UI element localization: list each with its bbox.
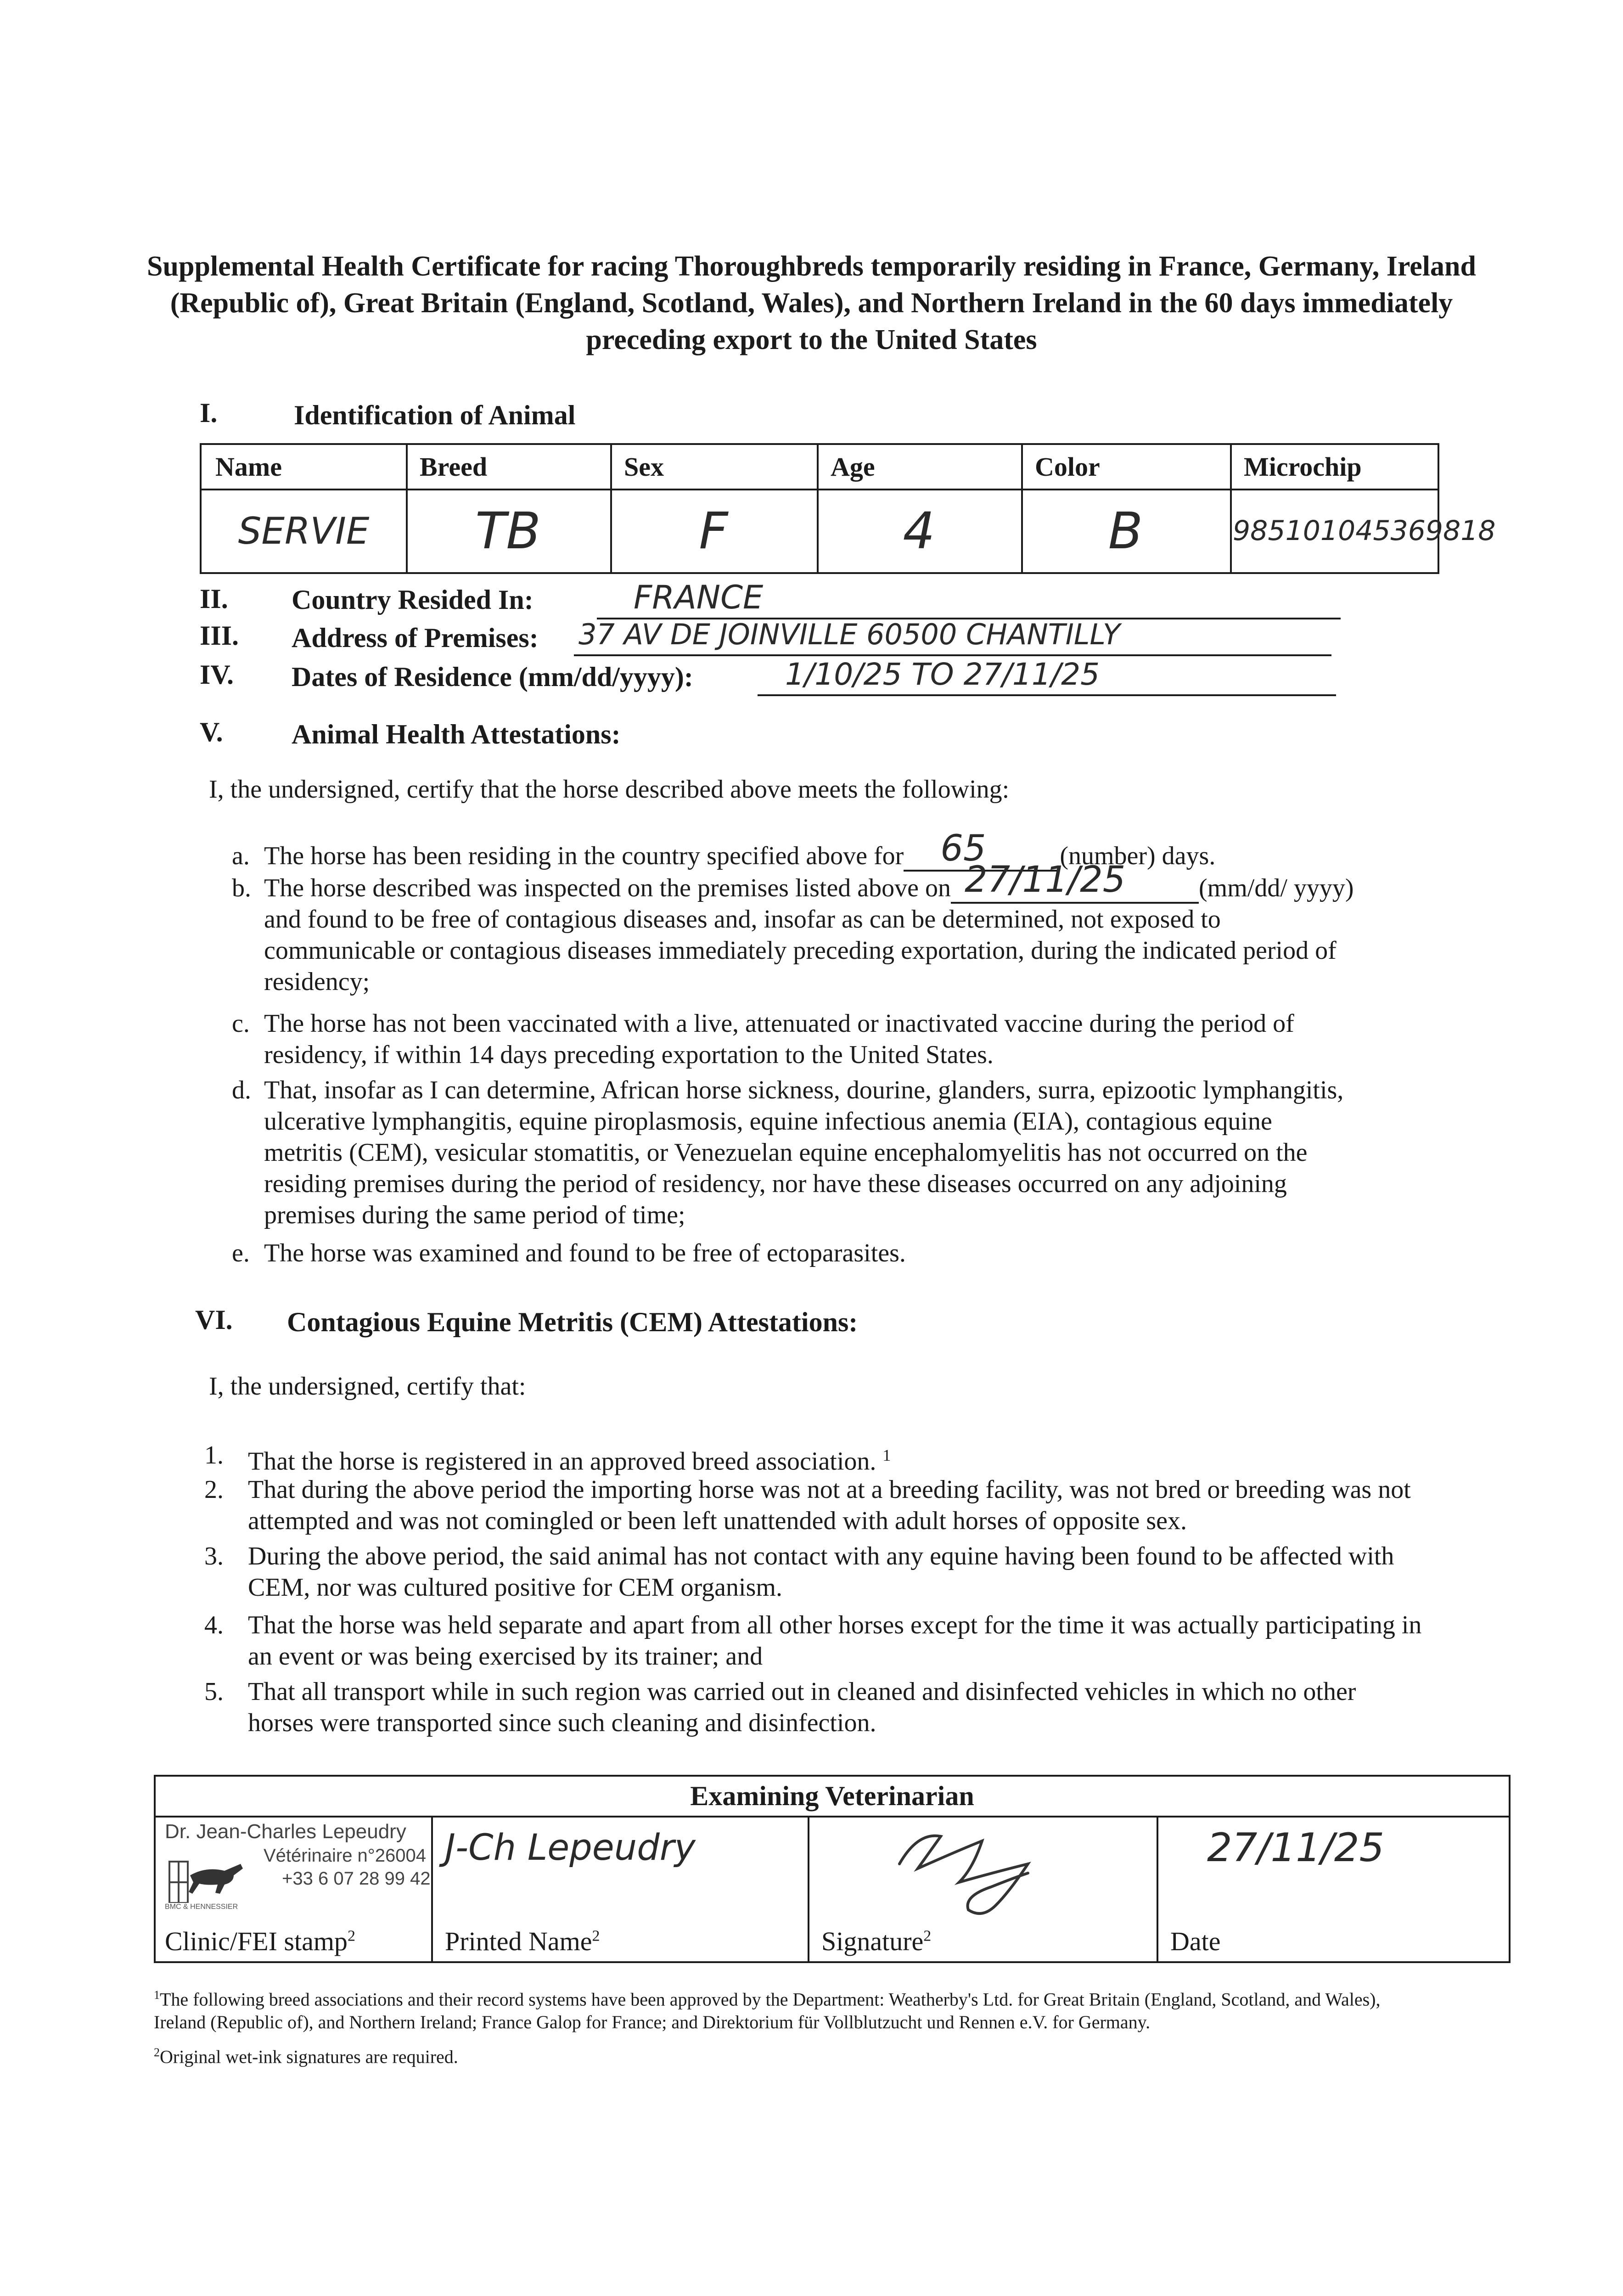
country-label: Country Resided In: (292, 585, 534, 615)
attestation-b-line-3: communicable or contagious diseases immediately preceding exportation, during the indicated period of (264, 936, 1337, 965)
attestation-e-label: e. (232, 1239, 250, 1267)
section-1-title: Identification of Animal (294, 400, 576, 430)
value-color: B (1108, 501, 1143, 560)
date-label-text: Date (1170, 1926, 1221, 1956)
attestation-d-line-4: residing premises during the period of residency, nor have these diseases occurred on any adjoining (264, 1170, 1287, 1198)
country-value: FRANCE (634, 579, 764, 616)
cem-item-5 (204, 1676, 1536, 1740)
country-line (597, 581, 1341, 619)
header-breed: Breed (420, 452, 488, 482)
address-line (574, 618, 1331, 656)
cem-item-1 (204, 1440, 1536, 1476)
printed-name-label-text: Printed Name (445, 1926, 592, 1956)
footnote-2 (154, 2041, 1527, 2068)
signature-label-text: Signature (821, 1926, 924, 1956)
section-6-intro: I, the undersigned, certify that: (209, 1372, 526, 1401)
document-title: Supplemental Health Certificate for racing Thoroughbreds temporarily residing in France, Germany, Ireland (Republic of), Great Britain (England, Scotland, Wales), and Northern Ireland in the 60 days immediately preceding export to the United States (147, 251, 1476, 355)
value-microchip: 985101045369818 (1233, 515, 1496, 547)
attestation-b-value: 27/11/25 (965, 859, 1126, 900)
examining-veterinarian-table (154, 1775, 1511, 1963)
signature-label (821, 1926, 931, 1957)
stamp-horse-logo-icon (165, 1848, 220, 1903)
section-5-intro: I, the undersigned, certify that the horse described above meets the following: (209, 775, 1010, 804)
attestation-b-suffix: (mm/dd/ yyyy) (1199, 874, 1354, 902)
header-name: Name (215, 452, 282, 482)
value-sex: F (699, 501, 728, 560)
cem-item-5-line-1: That all transport while in such region was carried out in cleaned and disinfected vehicles in which no other (248, 1677, 1356, 1706)
attestation-d-label: d. (232, 1076, 251, 1104)
section-5-title: Animal Health Attestations: (292, 719, 621, 749)
stamp-registration: Vétérinaire n°26004 (264, 1846, 427, 1866)
attestation-c-line-2: residency, if within 14 days preceding exportation to the United States. (264, 1041, 994, 1069)
clinic-stamp (165, 1820, 440, 1921)
cem-item-5-line-2: horses were transported since such cleaning and disinfection. (248, 1709, 876, 1737)
identification-table (200, 443, 1496, 574)
stamp-vet-name: Dr. Jean-Charles Lepeudry (165, 1820, 406, 1843)
attestation-b (232, 859, 1499, 1006)
attestation-b-line-4: residency; (264, 968, 370, 996)
cem-item-4 (204, 1609, 1536, 1674)
cem-item-3-line-1: During the above period, the said animal has not contact with any equine having been found to be affected with (248, 1542, 1394, 1570)
signature-mark-icon (890, 1823, 1065, 1924)
printed-name-value: J-Ch Lepeudry (445, 1827, 696, 1868)
cem-item-3-label: 3. (204, 1542, 224, 1570)
attestation-d-line-5: premises during the same period of time; (264, 1201, 685, 1229)
footnote-2-line-1: Original wet-ink signatures are required. (160, 2046, 458, 2067)
attestation-e-line-1: The horse was examined and found to be free of ectoparasites. (264, 1239, 906, 1267)
value-age: 4 (903, 501, 935, 560)
dates-value: 1/10/25 TO 27/11/25 (785, 657, 1100, 692)
dates-label: Dates of Residence (mm/dd/yyyy): (292, 662, 693, 692)
attestation-c-line-1: The horse has not been vaccinated with a live, attenuated or inactivated vaccine during the period of (264, 1009, 1294, 1038)
section-5-number: V. (200, 717, 223, 747)
section-3-number: III. (200, 620, 239, 651)
date-value: 27/11/25 (1207, 1825, 1385, 1871)
attestation-e (232, 1238, 1499, 1270)
date-label (1170, 1926, 1221, 1957)
veterinarian-table-title: Examining Veterinarian (690, 1781, 974, 1811)
clinic-stamp-label (165, 1926, 355, 1957)
cem-item-1-footnote-ref: 1 (882, 1446, 891, 1464)
signature-label-sup: 2 (923, 1927, 932, 1945)
section-1-number: I. (200, 398, 218, 428)
section-6-number: VI. (195, 1305, 233, 1335)
attestation-c (232, 1008, 1499, 1072)
cem-item-2-label: 2. (204, 1475, 224, 1504)
cem-item-2 (204, 1474, 1536, 1538)
cem-item-2-line-2: attempted and was not comingled or been left unattended with adult horses of opposite sex. (248, 1507, 1187, 1535)
footnote-1-marker: 1 (154, 1988, 160, 2002)
section-4-number: IV. (200, 659, 234, 690)
clinic-stamp-label-sup: 2 (347, 1927, 355, 1945)
cem-item-3 (204, 1541, 1536, 1605)
section-6-title: Contagious Equine Metritis (CEM) Attestations: (287, 1307, 858, 1337)
printed-name-label (445, 1926, 600, 1957)
attestation-c-label: c. (232, 1009, 250, 1038)
address-label: Address of Premises: (292, 623, 539, 653)
attestation-b-label: b. (232, 874, 251, 902)
attestation-b-line-2: and found to be free of contagious diseases and, insofar as can be determined, not exposed to (264, 905, 1221, 934)
stamp-clinic-name: BMC & HENNESSIER (165, 1903, 238, 1911)
attestation-a-value: 65 (940, 828, 986, 869)
footnote-1-line-1: The following breed associations and their record systems have been approved by the Department: Weatherby's Ltd. for Great Britain (England, Scotland, and Wales), (160, 1989, 1381, 2010)
cem-item-1-label: 1. (204, 1441, 224, 1469)
printed-name-label-sup: 2 (592, 1927, 600, 1945)
attestation-a (232, 828, 1481, 872)
attestation-a-label: a. (232, 842, 250, 870)
attestation-a-suffix: (number) days. (1060, 842, 1216, 870)
attestation-d-line-2: ulcerative lymphangitis, equine piroplasmosis, equine infectious anemia (EIA), contagious equine (264, 1107, 1272, 1136)
clinic-stamp-label-text: Clinic/FEI stamp (165, 1926, 348, 1956)
dates-line (758, 657, 1336, 696)
attestation-d-line-3: metritis (CEM), vesicular stomatitis, or Venezuelan equine encephalomyelitis has not occurred on the (264, 1138, 1308, 1167)
footnote-1 (154, 1984, 1527, 2034)
cem-item-4-line-2: an event or was being exercised by its trainer; and (248, 1642, 763, 1671)
value-name: SERVIE (238, 510, 370, 552)
cem-item-1-line-1: That the horse is registered in an approved breed association. (248, 1447, 876, 1476)
header-color: Color (1035, 452, 1100, 482)
cem-item-5-label: 5. (204, 1677, 224, 1706)
value-breed: TB (475, 501, 541, 560)
address-value: 37 AV DE JOINVILLE 60500 CHANTILLY (578, 618, 1120, 651)
cem-item-4-line-1: That the horse was held separate and apart from all other horses except for the time it was actually participating in (248, 1611, 1422, 1639)
attestation-b-text: The horse described was inspected on the premises listed above on (264, 874, 951, 902)
section-2-number: II. (200, 584, 228, 614)
header-age: Age (831, 452, 875, 482)
attestation-d-line-1: That, insofar as I can determine, African horse sickness, dourine, glanders, surra, epizootic lymphangitis, (264, 1076, 1344, 1104)
header-microchip: Microchip (1244, 452, 1362, 482)
cem-item-4-label: 4. (204, 1611, 224, 1639)
footnote-1-line-2: Ireland (Republic of), and Northern Ireland; France Galop for France; and Direktorium für Vollblutzucht und Rennen e.V. for Germany. (154, 2012, 1151, 2033)
attestation-d (232, 1075, 1499, 1235)
footnote-2-marker: 2 (154, 2046, 160, 2059)
attestation-a-text: The horse has been residing in the country specified above for (264, 842, 904, 870)
header-sex: Sex (624, 452, 664, 482)
stamp-phone: +33 6 07 28 99 42 (282, 1868, 431, 1889)
cem-item-2-line-1: That during the above period the importing horse was not at a breeding facility, was not bred or breeding was not (248, 1475, 1411, 1504)
cem-item-3-line-2: CEM, nor was cultured positive for CEM organism. (248, 1573, 782, 1602)
